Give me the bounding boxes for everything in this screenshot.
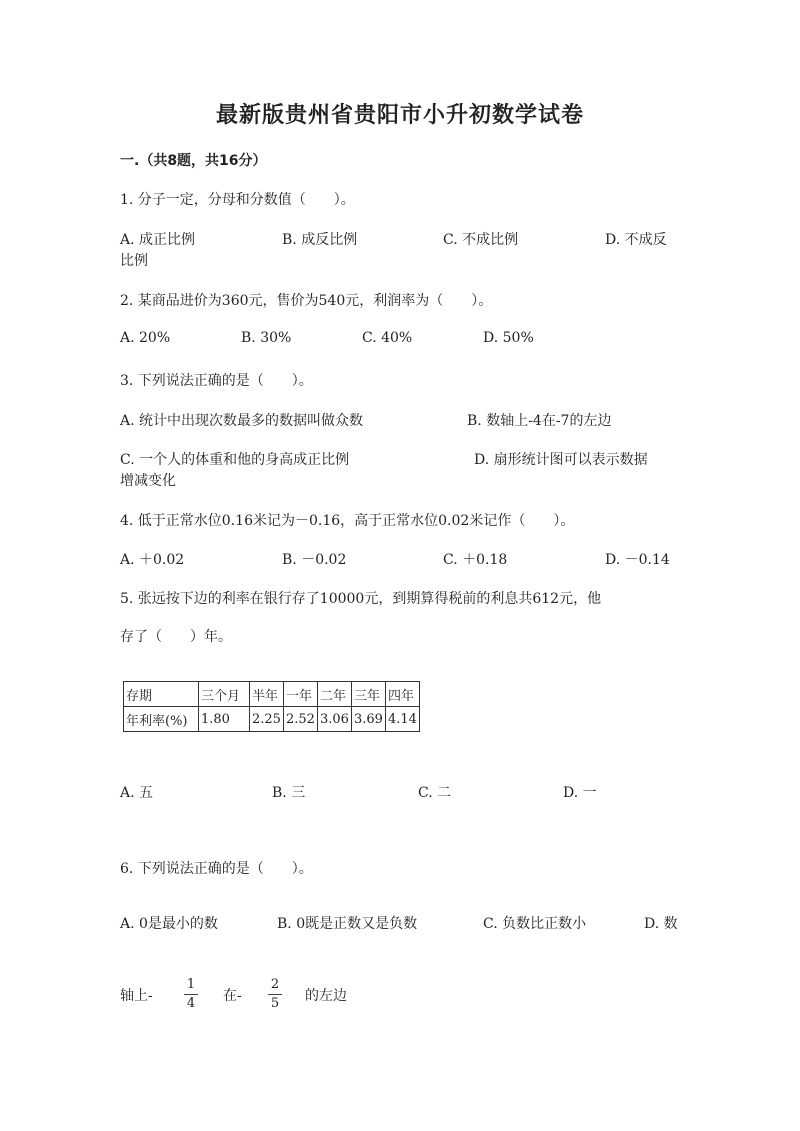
fraction-two-fifths — [268, 978, 282, 1011]
table-cell: 4.14 — [386, 707, 420, 732]
q5-option-c: C. 二 — [418, 785, 452, 801]
question-5: 5. 张远按下边的利率在银行存了10000元，到期算得税前的利息共612元，他 — [120, 591, 602, 607]
table-header-cell: 四年 — [386, 682, 420, 707]
question-5-continued: 存了（ ）年。 — [120, 629, 232, 645]
q6-option-b: B. 0既是正数又是负数 — [277, 916, 418, 932]
table-header-cell: 三个月 — [199, 682, 250, 707]
table-header-cell: 三年 — [352, 682, 386, 707]
table-header-cell: 存期 — [124, 682, 199, 707]
q4-option-a: A. ＋0.02 — [120, 552, 185, 568]
q4-option-c: C. ＋0.18 — [443, 552, 508, 568]
fraction-one-quarter — [184, 978, 198, 1011]
page-title: 最新版贵州省贵阳市小升初数学试卷 — [215, 103, 584, 128]
q2-option-d: D. 50% — [483, 330, 534, 346]
table-row — [124, 682, 420, 707]
q5-option-a: A. 五 — [120, 785, 154, 801]
q5-option-b: B. 三 — [272, 785, 306, 801]
q6-option-c: C. 负数比正数小 — [483, 916, 587, 932]
q3-option-b: B. 数轴上-4在-7的左边 — [467, 413, 612, 429]
fraction-bar — [268, 994, 282, 995]
q4-option-b: B. －0.02 — [282, 552, 347, 568]
table-cell: 1.80 — [199, 707, 250, 732]
question-3: 3. 下列说法正确的是（ ）。 — [120, 373, 313, 389]
q3-option-d-continued: 增减变化 — [120, 473, 176, 489]
q2-option-b: B. 30% — [241, 330, 292, 346]
table-header-cell: 半年 — [250, 682, 284, 707]
q2-option-a: A. 20% — [120, 330, 171, 346]
q1-option-b: B. 成反比例 — [282, 232, 358, 248]
q3-option-c: C. 一个人的体重和他的身高成正比例 — [120, 452, 350, 468]
q1-option-a: A. 成正比例 — [120, 232, 196, 248]
q6-option-d-continued-prefix: 轴上- — [120, 988, 153, 1004]
q1-option-d-continued: 比例 — [120, 253, 148, 269]
table-cell: 3.06 — [318, 707, 352, 732]
table-header-cell: 二年 — [318, 682, 352, 707]
table-cell: 3.69 — [352, 707, 386, 732]
table-cell: 年利率(%) — [124, 707, 199, 732]
section-heading: 一.（共8题，共16分） — [120, 153, 267, 169]
fraction-numerator: 2 — [270, 977, 280, 992]
question-6: 6. 下列说法正确的是（ ）。 — [120, 861, 313, 877]
q3-option-d: D. 扇形统计图可以表示数据 — [474, 452, 648, 468]
fraction-denominator: 5 — [270, 996, 280, 1011]
q3-option-a: A. 统计中出现次数最多的数据叫做众数 — [120, 413, 364, 429]
table-cell: 2.25 — [250, 707, 284, 732]
q6-option-a: A. 0是最小的数 — [120, 916, 218, 932]
table-cell: 2.52 — [284, 707, 318, 732]
fraction-bar — [184, 994, 198, 995]
q6-option-d: D. 数 — [644, 916, 678, 932]
q2-option-c: C. 40% — [362, 330, 413, 346]
q1-option-c: C. 不成比例 — [443, 232, 519, 248]
question-4: 4. 低于正常水位0.16米记为－0.16，高于正常水位0.02米记作（ ）。 — [120, 513, 575, 529]
question-2: 2. 某商品进价为360元，售价为540元，利润率为（ ）。 — [120, 293, 493, 309]
table-header-cell: 一年 — [284, 682, 318, 707]
q6-option-d-continued-suffix: 的左边 — [305, 988, 347, 1004]
interest-rate-table — [123, 681, 420, 732]
q6-option-d-continued-mid: 在- — [223, 988, 242, 1004]
fraction-denominator: 4 — [186, 996, 196, 1011]
q5-option-d: D. 一 — [563, 785, 597, 801]
q4-option-d: D. －0.14 — [605, 552, 670, 568]
table-row — [124, 707, 420, 732]
q1-option-d: D. 不成反 — [605, 232, 667, 248]
fraction-numerator: 1 — [186, 977, 196, 992]
question-1: 1. 分子一定，分母和分数值（ ）。 — [120, 192, 355, 208]
